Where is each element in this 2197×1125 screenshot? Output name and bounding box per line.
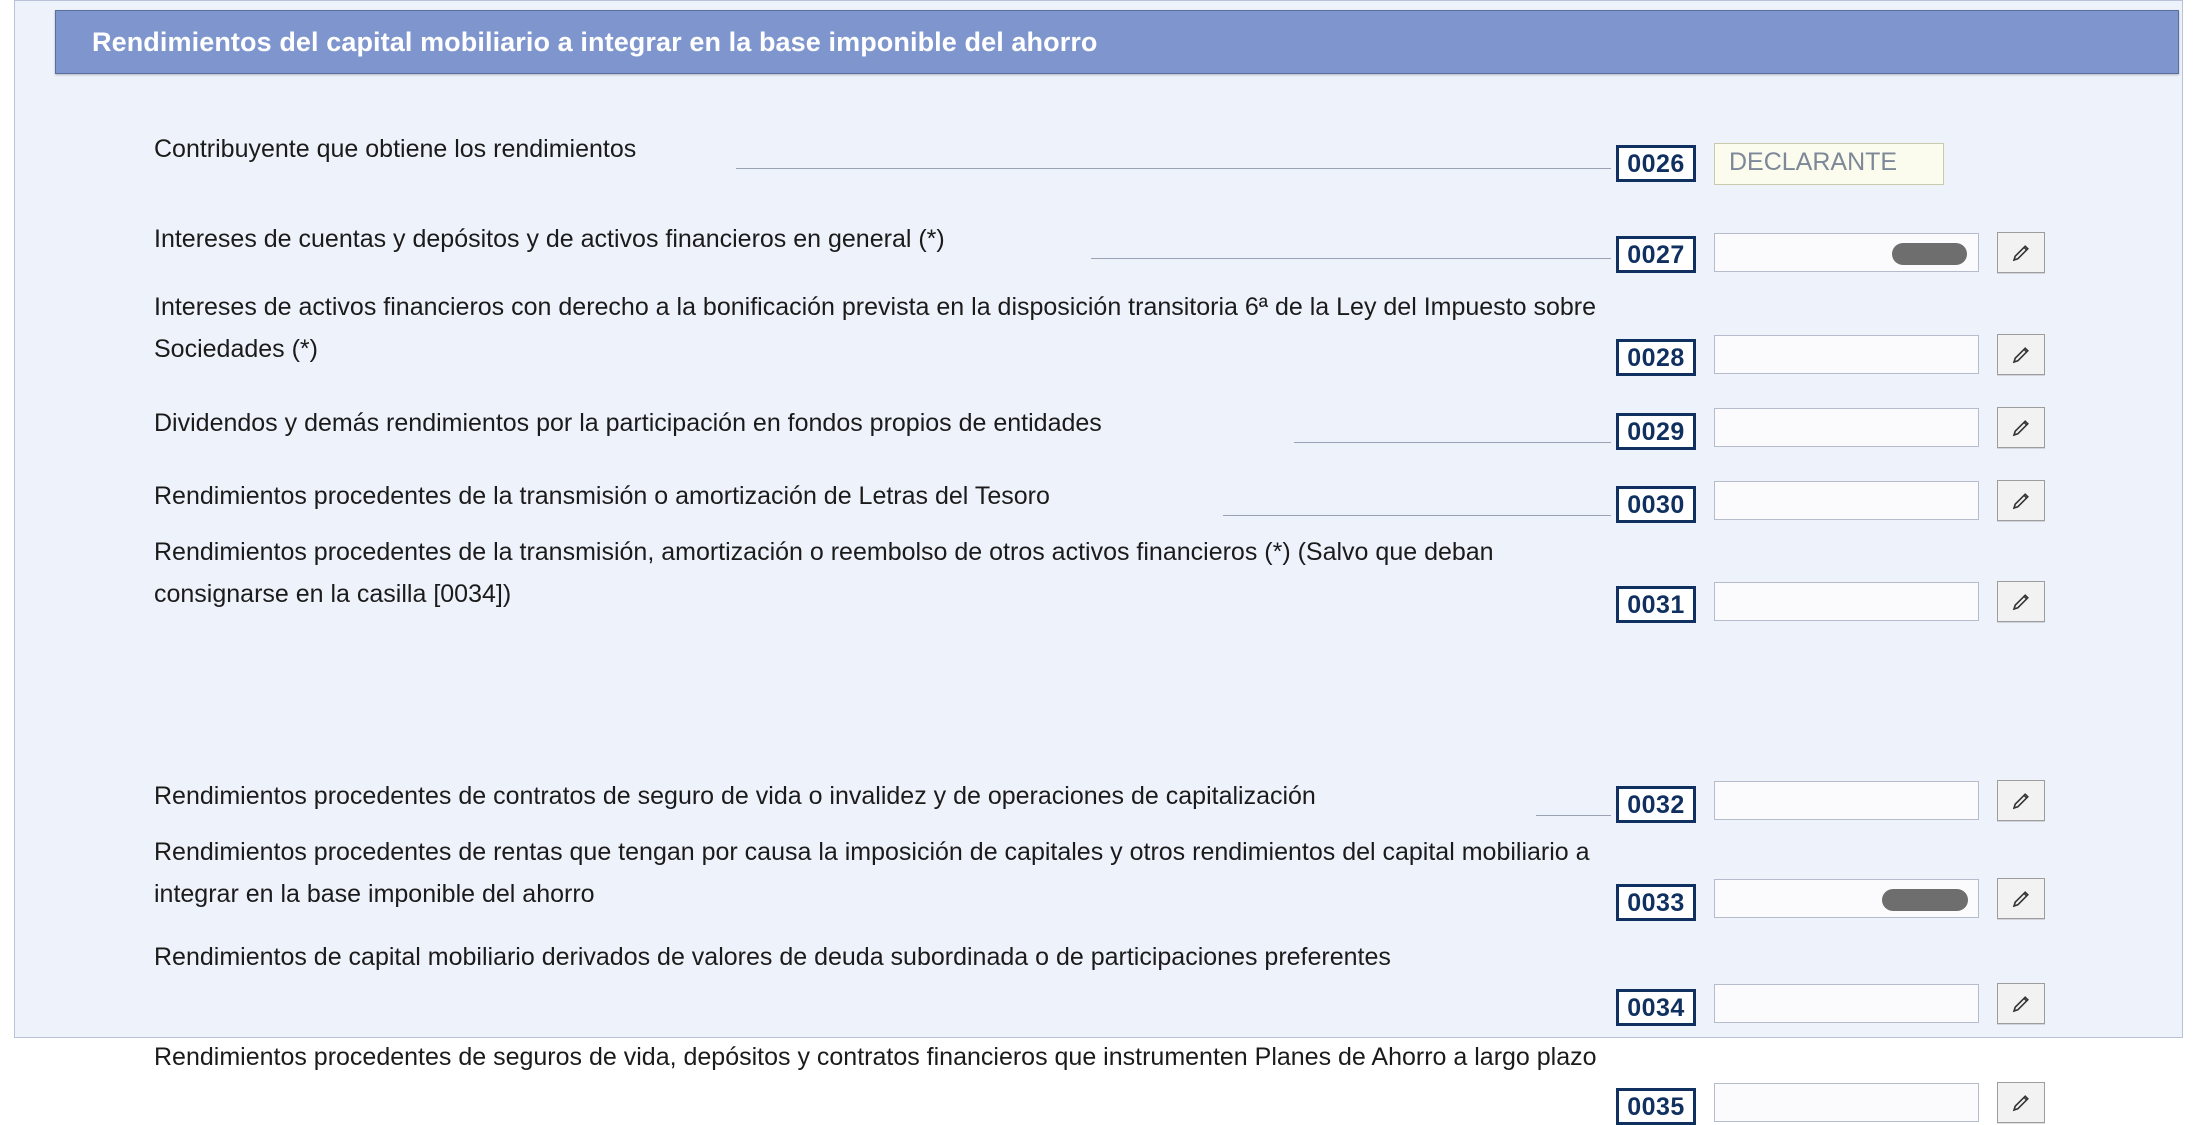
window-title-bar [55,10,2179,74]
amount-input[interactable] [1714,335,1979,374]
redaction-mark [1892,243,1967,265]
field-code: 0028 [1616,339,1696,376]
row-label: Contribuyente que obtiene los rendimientos [154,135,637,163]
form-window [14,0,2183,1121]
amount-input[interactable] [1714,408,1979,447]
edit-button[interactable] [1997,581,2045,622]
form-content [16,81,2181,1121]
edit-button[interactable] [1997,983,2045,1024]
leader-line [1223,515,1611,516]
leader-line [1536,815,1611,816]
pencil-icon [2010,417,2032,439]
page-title: Rendimientos del capital mobiliario a integrar en la base imponible del ahorro [92,26,1098,57]
leader-line [1294,442,1611,443]
row-label: Rendimientos procedentes de contratos de seguro de vida o invalidez y de operaciones de capitalización [154,782,1316,810]
row-label: Intereses de activos financieros con derecho a la bonificación prevista en la disposición transitoria 6ª de la Ley del Impuesto sobre Sociedades (*) [154,293,1597,363]
edit-button[interactable] [1997,1082,2045,1123]
edit-button[interactable] [1997,878,2045,919]
pencil-icon [2010,344,2032,366]
amount-input[interactable] [1714,582,1979,621]
edit-button[interactable] [1997,480,2045,521]
amount-input[interactable] [1714,481,1979,520]
redaction-mark [1882,889,1968,911]
pencil-icon [2010,790,2032,812]
field-code: 0033 [1616,884,1696,921]
amount-input[interactable] [1714,1083,1979,1122]
amount-input[interactable] [1714,984,1979,1023]
field-code: 0035 [1616,1088,1696,1125]
amount-input[interactable] [1714,781,1979,820]
field-code: 0031 [1616,586,1696,623]
row-label: Dividendos y demás rendimientos por la participación en fondos propios de entidades [154,409,1102,437]
edit-button[interactable] [1997,334,2045,375]
contribuyente-value[interactable]: DECLARANTE [1714,143,1944,185]
pencil-icon [2010,1092,2032,1114]
leader-line [736,168,1611,169]
field-code: 0030 [1616,486,1696,523]
field-code: 0032 [1616,786,1696,823]
edit-button[interactable] [1997,407,2045,448]
row-label: Rendimientos procedentes de la transmisión, amortización o reembolso de otros activos financieros (*) (Salvo que deban consignarse en la casilla [0034]) [154,538,1494,608]
field-code: 0027 [1616,236,1696,273]
field-code: 0029 [1616,413,1696,450]
pencil-icon [2010,888,2032,910]
field-code: 0026 [1616,145,1696,182]
row-label: Rendimientos procedentes de la transmisión o amortización de Letras del Tesoro [154,482,1050,510]
leader-line [1091,258,1611,259]
row-label: Rendimientos procedentes de seguros de vida, depósitos y contratos financieros que instrumenten Planes de Ahorro a largo plazo [154,1043,1597,1071]
pencil-icon [2010,490,2032,512]
edit-button[interactable] [1997,780,2045,821]
pencil-icon [2010,993,2032,1015]
pencil-icon [2010,591,2032,613]
field-code: 0034 [1616,989,1696,1026]
edit-button[interactable] [1997,232,2045,273]
row-label: Rendimientos de capital mobiliario derivados de valores de deuda subordinada o de participaciones preferentes [154,943,1391,971]
row-label: Intereses de cuentas y depósitos y de activos financieros en general (*) [154,225,945,253]
row-label: Rendimientos procedentes de rentas que tengan por causa la imposición de capitales y otros rendimientos del capital mobiliario a integrar en la base imponible del ahorro [154,838,1590,908]
pencil-icon [2010,242,2032,264]
